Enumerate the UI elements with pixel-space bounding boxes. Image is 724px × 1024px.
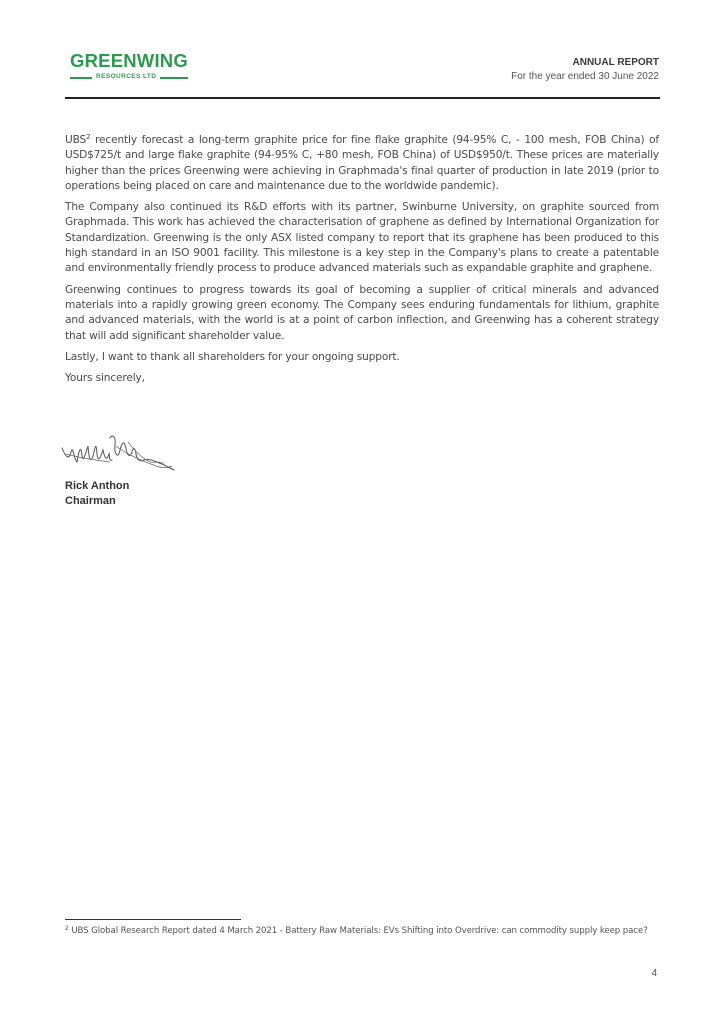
signatory-title: Chairman — [65, 495, 116, 507]
footnote — [65, 925, 659, 938]
footnote-divider — [65, 919, 241, 920]
handwritten-signature — [60, 430, 178, 476]
paragraph-lead: UBS — [65, 134, 87, 146]
report-title: ANNUAL REPORT — [572, 57, 659, 68]
closing-line: Yours sincerely, — [65, 372, 145, 385]
company-logo — [70, 52, 194, 83]
logo-subtitle: RESOURCES LTD — [92, 71, 160, 83]
page-number: 4 — [651, 968, 657, 979]
header-divider — [65, 97, 660, 99]
paragraph-research: The Company also continued its R&D efforts with its partner, Swinburne University, on graphite sourced from Graphmada. This work has achieved the characterisation of graphene as defined by International Organization for Standardization. Greenwing is the only ASX listed company to report that its graphene has been produced to this high standard in an ISO 9001 facility. This milestone is a key step in the Company's plans to create a patentable and environmentally friendly process to produce advanced materials such as expandable graphite and graphene. — [65, 201, 659, 275]
report-period: For the year ended 30 June 2022 — [511, 71, 659, 82]
report-header — [511, 56, 659, 84]
footnote-number: 2 — [65, 925, 69, 932]
signatory-name: Rick Anthon — [65, 480, 130, 492]
paragraph-graphite-price — [65, 133, 659, 194]
paragraph-strategy: Greenwing continues to progress towards its goal of becoming a supplier of critical minerals and advanced materials into a rapidly growing green economy. The Company sees enduring fundamentals for lithium, graphite and advanced materials, with the world is at a point of carbon inflection, and Greenwing has a coherent strategy that will add significant shareholder value. — [65, 283, 659, 342]
footnote-text: UBS Global Research Report dated 4 March 2021 - Battery Raw Materials: EVs Shifting into Overdrive: can commodity supply keep pace? — [68, 926, 648, 936]
paragraph-thanks: Lastly, I want to thank all shareholders for your ongoing support. — [65, 350, 400, 363]
paragraph-text: recently forecast a long-term graphite price for fine flake graphite (94-95% C, - 100 mesh, FOB China) of USD$725/t and large flake graphite (94-95% C, +80 mesh, FOB China) of USD$950/t. These prices are materially higher than the prices Greenwing were achieving in Graphmada's final quarter of production in late 2019 (prior to operations being placed on care and maintenance due to the worldwide pandemic). — [65, 134, 659, 192]
letter-body — [65, 133, 659, 392]
logo-subline — [70, 71, 194, 83]
logo-wordmark: GREENWING — [70, 50, 188, 71]
footnote-reference: 2 — [86, 133, 91, 141]
